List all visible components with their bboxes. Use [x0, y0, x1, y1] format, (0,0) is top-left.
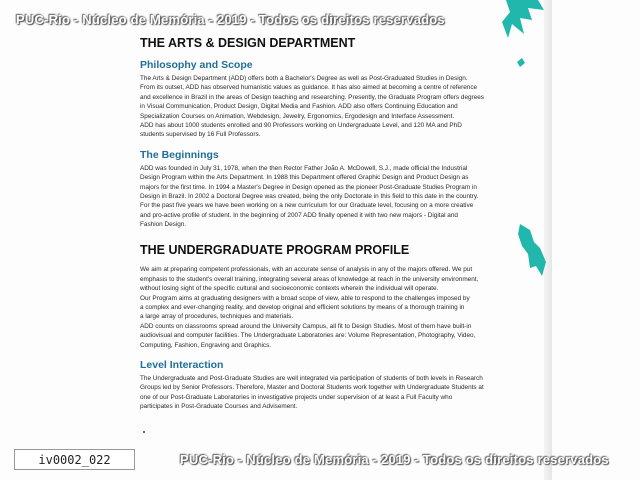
paragraph-line: majors for the first time. In 1994 a Master's Degree in Design opened as the pioneer Post-Graduate Studies Program in — [140, 183, 477, 191]
paragraph-line: and excellence in Brazil in the areas of Design teaching and researching. Presently, the Graduate Program offers degrees — [140, 93, 484, 101]
paragraph-line: We aim at preparing competent professionals, with an accurate sense of analysis in any of the majors offered. We put — [140, 266, 473, 274]
watermark-bottom: PUC-Rio - Núcleo de Memória - 2019 - Todos os direitos reservados — [180, 452, 609, 467]
bullet-dot — [143, 431, 145, 433]
paragraph-line: in Visual Communication, Product Design, Digital Media and Fashion. ADD also offers Continuing Education and — [140, 103, 458, 111]
philosophy-paragraph — [140, 74, 502, 140]
paragraph-line: audiovisual and computer facilities. The Undergraduate Laboratories are: Volume Representation, Photography, Video, — [140, 332, 476, 340]
philosophy-heading: Philosophy and Scope — [140, 59, 253, 71]
teal-shape-small — [516, 58, 526, 68]
paragraph-line: Design Program within the Arts Department. In 1988 this Department offered Graphic Design and Product Design as — [140, 174, 469, 182]
department-title: THE ARTS & DESIGN DEPARTMENT — [140, 36, 356, 50]
undergrad-paragraph — [140, 265, 502, 350]
level-interaction-heading: Level Interaction — [140, 358, 224, 371]
paragraph-line: Fashion Design. — [140, 221, 187, 229]
paragraph-line: a complex and ever-changing reality, and develop original and efficient solutions by means of a thorough training in — [140, 304, 465, 312]
paragraph-line: participates in Post-Graduate Courses and Advisement. — [140, 403, 298, 411]
paragraph-line: a large array of procedures, techniques and materials. — [140, 313, 294, 321]
paragraph-line: From its outset, ADD has observed humanistic values as guidance. It has also aimed at becoming a centre of reference — [140, 84, 478, 92]
paragraph-line: ADD has about 1000 students enrolled and 90 Professors working on Undergraduate Level, and 120 MA and PhD — [140, 121, 462, 129]
paragraph-line: The Arts & Design Department (ADD) offers both a Bachelor's Degree as well as Post-Graduated Studies in Design. — [140, 75, 468, 82]
paragraph-line: one of our Post-Graduate Laboratories in investigative projects under supervision of at least a Full Faculty who — [140, 393, 453, 401]
paragraph-line: Specialization Courses on Animation, Webdesign, Jewelry, Ergonomics, Ergodesign and Interface Assessment. — [140, 112, 455, 120]
paragraph-line: emphasis to the student's overall training, integrating several areas of knowledge at reach in the university environment, — [140, 275, 479, 283]
paragraph-line: without losing sight of the specific cultural and socioeconomic contexts wherein the individual will operate. — [140, 285, 439, 293]
watermark-top: PUC-Rio - Núcleo de Memória - 2019 - Todos os direitos reservados — [16, 12, 445, 27]
paragraph-line: Groups led by Senior Professors. Therefore, Master and Doctoral Students work together with Undergraduate Students at — [140, 384, 484, 392]
paragraph-line: For the past five years we have been working on a new curriculum for our Graduate level, focusing on a more creative — [140, 202, 474, 210]
teal-shape-right — [516, 222, 550, 278]
paragraph-line: and pro-active profile of student. In the beginning of 2007 ADD finally opened it with two new majors - Digital and — [140, 211, 458, 219]
paragraph-line: students supervised by 16 Full Professors. — [140, 131, 261, 139]
paragraph-line: ADD counts on classrooms spread around the University Campus, all fit to Design Studies. Most of them have built-in — [140, 322, 472, 330]
undergrad-title: THE UNDERGRADUATE PROGRAM PROFILE — [140, 243, 410, 258]
document-id-label: iv0002_022 — [14, 449, 135, 470]
level-interaction-paragraph — [140, 374, 502, 412]
teal-shape-top — [498, 0, 548, 45]
paragraph-line: Computing, Fashion, Engraving and Graphics. — [140, 341, 272, 349]
paragraph-line: ADD was founded in July 31, 1978, when the then Rector Father João A. McDowell, S.J., made official the Industrial — [140, 164, 468, 172]
paragraph-line: Design in Brazil. In 2002 a Doctoral Degree was created, being the only Doctorate in this field to this date in the country. — [140, 192, 479, 200]
beginnings-heading: The Beginnings — [140, 148, 219, 161]
paragraph-line: Our Program aims at graduating designers with a broad scope of view, able to respond to the challenges imposed by — [140, 294, 470, 302]
beginnings-paragraph — [140, 164, 502, 230]
document-body — [140, 36, 502, 412]
paragraph-line: The Undergraduate and Post-Graduate Studies are well integrated via participation of students of both levels in Research — [140, 374, 483, 382]
